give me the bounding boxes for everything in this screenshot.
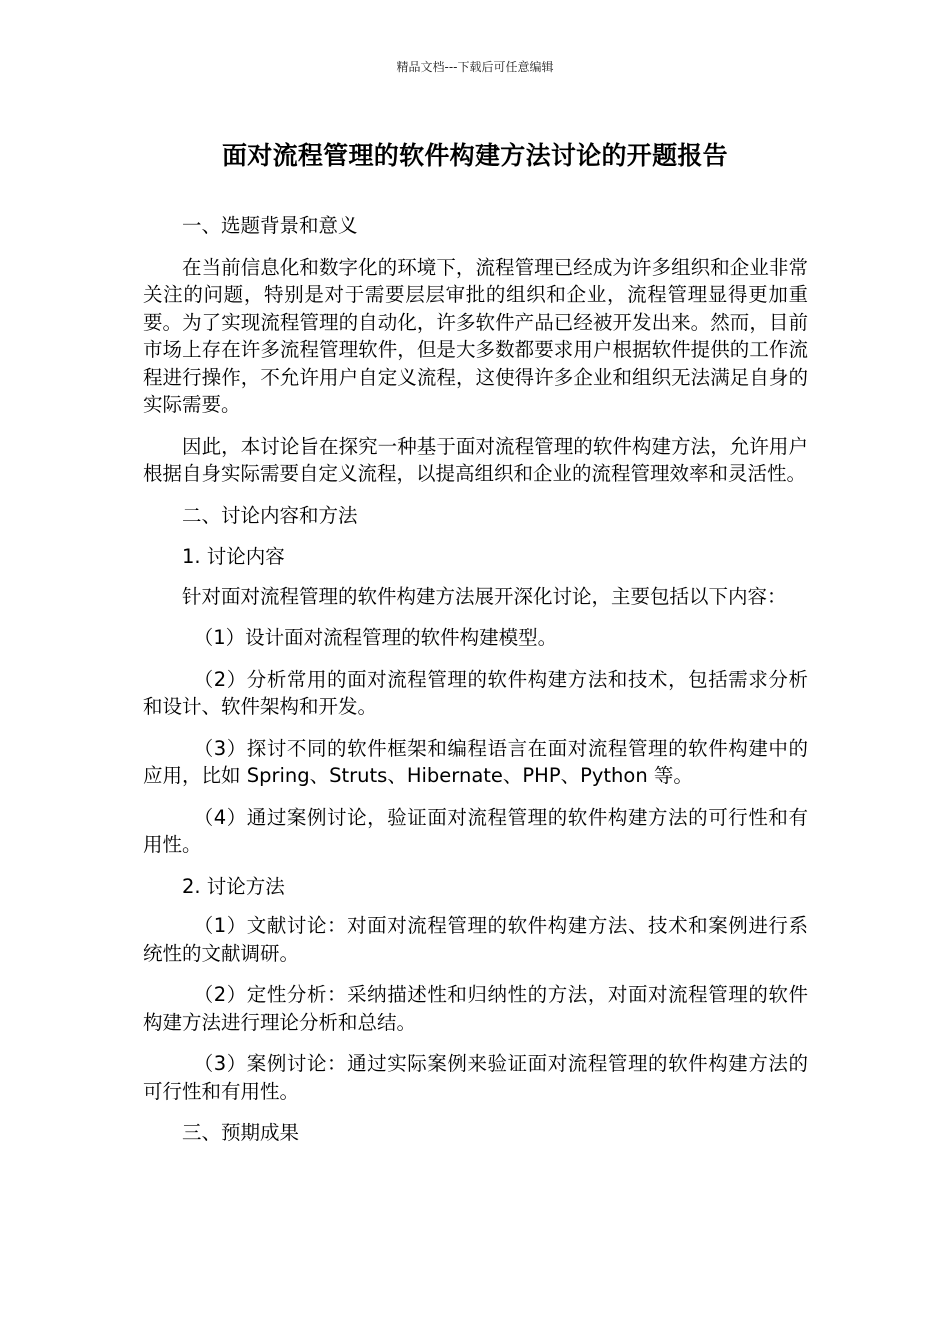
section-heading-3: 三、预期成果 [182,1121,300,1144]
paragraph: 针对面对流程管理的软件构建方法展开深化讨论，主要包括以下内容： [182,584,787,608]
list-item: （1）设计面对流程管理的软件构建模型。 [193,626,558,649]
list-item: （3）探讨不同的软件框架和编程语言在面对流程管理的软件构建中的应用，比如 Spring、Struts、Hibernate、PHP、Python 等。 [143,736,808,787]
list-item: （1）文献讨论：对面对流程管理的软件构建方法、技术和案例进行系统性的文献调研。 [143,914,808,965]
section-heading-2: 二、讨论内容和方法 [182,503,358,527]
list-item: （3）案例讨论：通过实际案例来验证面对流程管理的软件构建方法的可行性和有用性。 [143,1052,808,1103]
subsection-heading-method: 2. 讨论方法 [182,874,285,898]
subsection-heading-content: 1. 讨论内容 [182,545,285,568]
document-body [143,212,808,1161]
list-item: （2）分析常用的面对流程管理的软件构建方法和技术，包括需求分析和设计、软件架构和开发。 [143,667,808,718]
section-heading-1: 一、选题背景和意义 [182,214,358,237]
paragraph: 在当前信息化和数字化的环境下，流程管理已经成为许多组织和企业非常关注的问题，特别是对于需要层层审批的组织和企业，流程管理显得更加重要。为了实现流程管理的自动化，许多软件产品已经被开发出来。然而，目前市场上存在许多流程管理软件，但是大多数都要求用户根据软件提供的工作流程进行操作，不允许用户自定义流程，这使得许多企业和组织无法满足自身的实际需要。 [143,255,808,416]
paragraph: 因此，本讨论旨在探究一种基于面对流程管理的软件构建方法，允许用户根据自身实际需要自定义流程，以提高组织和企业的流程管理效率和灵活性。 [143,434,808,485]
page-header: 精品文档---下载后可任意编辑 [396,60,554,74]
list-item: （2）定性分析：采纳描述性和归纳性的方法，对面对流程管理的软件构建方法进行理论分析和总结。 [143,983,808,1034]
document-title: 面对流程管理的软件构建方法讨论的开题报告 [221,141,728,170]
list-item: （4）通过案例讨论，验证面对流程管理的软件构建方法的可行性和有用性。 [143,805,808,856]
